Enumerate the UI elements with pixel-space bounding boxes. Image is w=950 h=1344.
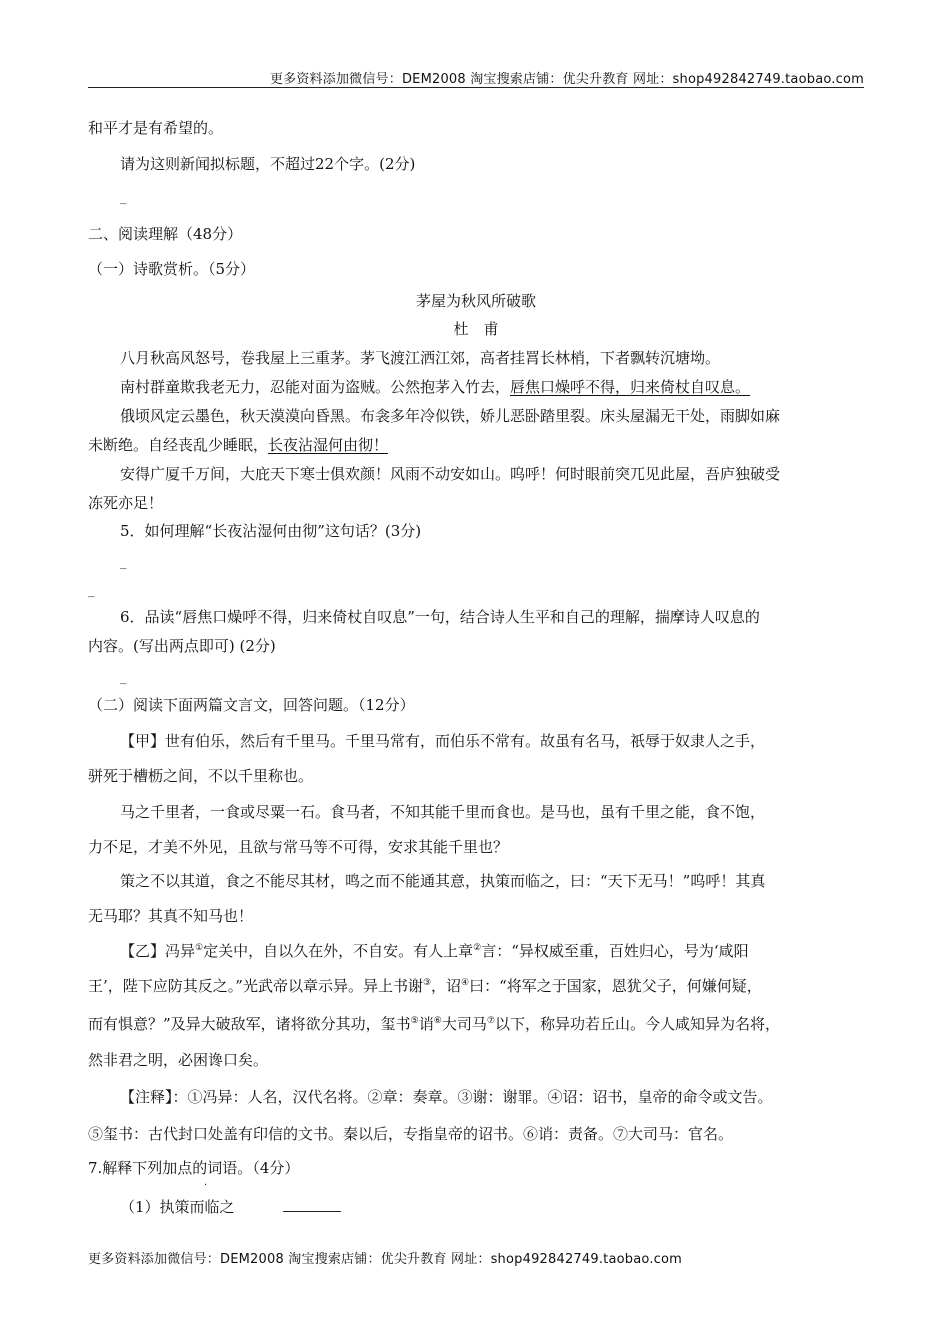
underlined-text: 唇焦口燥呼不得，归来倚杖自叹息。 <box>510 378 751 396</box>
answer-blank[interactable] <box>283 1197 341 1212</box>
footnote-mark: ④ <box>461 978 470 988</box>
passage-line <box>88 1014 780 1034</box>
question-text: （1）执策而临之 <box>120 1198 235 1216</box>
subsection-title: （一）诗歌赏析。（5分） <box>88 260 256 278</box>
passage-line: 力不足，才美不外见，且欲与常马等不可得，安求其能千里也？ <box>88 838 509 856</box>
question-7-item <box>120 1197 341 1217</box>
footnote-mark: ① <box>195 943 204 953</box>
annotation-line: 【注释】：①冯异：人名，汉代名将。②章：奏章。③谢：谢罪。④诏：诏书，皇帝的命令或文告。 <box>120 1088 773 1106</box>
passage-text: ，诏 <box>431 977 462 995</box>
passage-text: 而有惧意？”及异大破敌军，诸将欲分其功，玺书 <box>88 1015 411 1033</box>
question-6: 内容。(写出两点即可) (2分) <box>88 637 276 655</box>
footnote-mark: ⑦ <box>486 1016 495 1026</box>
annotation-line: ⑤玺书：古代封口处盖有印信的文书。秦以后，专指皇帝的诏书。⑥诮：责备。⑦大司马：官名。 <box>88 1125 734 1143</box>
passage-line: 马之千里者，一食或尽粟一石。食马者，不知其能千里而食也。是马也，虽有千里之能，食不饱， <box>120 803 766 821</box>
text-line: 和平才是有希望的。 <box>88 119 224 137</box>
footnote-mark: ② <box>473 943 482 953</box>
answer-blank: _ <box>88 583 95 598</box>
question-5: 5．如何理解“长夜沾湿何由彻”这句话？(3分) <box>120 522 422 540</box>
section-title: 二、阅读理解（48分） <box>88 225 243 243</box>
passage-text: 言：“异权威至重，百姓归心，号为‘咸阳 <box>481 942 749 960</box>
page-header: 更多资料添加微信号：DEM2008 淘宝搜索店铺：优尖升教育 网址：shop492842749.taobao.com <box>269 72 864 87</box>
answer-blank: _ <box>120 555 127 570</box>
passage-text: 定关中，自以久在外，不自安。有人上章 <box>203 942 474 960</box>
footnote-mark: ③ <box>422 978 432 988</box>
question-6: 6．品读“唇焦口燥呼不得，归来倚杖自叹息”一句，结合诗人生平和自己的理解，揣摩诗人叹息的 <box>120 608 760 626</box>
poem-text: 未断绝。自经丧乱少睡眠， <box>88 436 269 454</box>
poem-text: 南村群童欺我老无力，忍能对面为盗贼。公然抱茅入竹去， <box>120 378 511 396</box>
question-7: 7.解释下列加点的词语。（4分） <box>88 1159 300 1177</box>
answer-blank: _ <box>120 190 127 205</box>
poem-line: 冻死亦足！ <box>88 494 164 512</box>
poem-line <box>120 377 750 397</box>
passage-line: 【甲】世有伯乐，然后有千里马。千里马常有，而伯乐不常有。故虽有名马，祇辱于奴隶人之手， <box>120 732 766 750</box>
passage-line <box>120 941 749 961</box>
passage-line: 骈死于槽枥之间，不以千里称也。 <box>88 767 314 785</box>
poem-author: 杜 甫 <box>453 320 499 338</box>
emphasis-dot: · <box>204 1180 208 1191</box>
subsection-title: （二）阅读下面两篇文言文，回答问题。（12分） <box>88 696 415 714</box>
passage-line: 然非君之明，必困谗口矣。 <box>88 1051 269 1069</box>
underlined-text: 长夜沾湿何由彻！ <box>268 436 389 454</box>
header-rule <box>88 87 864 88</box>
passage-line <box>88 976 762 996</box>
answer-blank: _ <box>120 670 127 685</box>
poem-line <box>88 435 388 455</box>
passage-text: 诮 <box>418 1015 434 1033</box>
passage-text: 【乙】冯异 <box>120 942 196 960</box>
poem-line: 八月秋高风怒号，卷我屋上三重茅。茅飞渡江洒江郊，高者挂罥长林梢，下者飘转沉塘坳。 <box>120 349 721 367</box>
poem-title: 茅屋为秋风所破歌 <box>415 292 536 310</box>
passage-text: 王’，陛下应防其反之。”光武帝以章示异。异上书谢 <box>88 977 423 995</box>
poem-line: 俄顷风定云墨色，秋天漠漠向昏黑。布衾多年冷似铁，娇儿恶卧踏里裂。床头屋漏无干处，雨脚如麻 <box>120 407 781 425</box>
passage-text: 大司马 <box>441 1015 487 1033</box>
question-title: 请为这则新闻拟标题，不超过22个字。(2分) <box>120 155 416 173</box>
passage-text: 曰：“将军之于国家，恩犹父子，何嫌何疑， <box>469 977 762 995</box>
page-footer: 更多资料添加微信号：DEM2008 淘宝搜索店铺：优尖升教育 网址：shop492842749.taobao.com <box>88 1252 683 1267</box>
passage-text: 以下，称异功若丘山。今人咸知异为名将， <box>494 1015 780 1033</box>
passage-line: 策之不以其道，食之不能尽其材，鸣之而不能通其意，执策而临之，曰：“天下无马！”呜呼！其真 <box>120 872 766 890</box>
poem-line: 安得广厦千万间，大庇天下寒士俱欢颜！风雨不动安如山。呜呼！何时眼前突兀见此屋，吾庐独破受 <box>120 465 781 483</box>
footnote-mark: ⑤ <box>410 1016 419 1026</box>
footnote-mark: ⑥ <box>433 1016 442 1026</box>
passage-line: 无马耶？其真不知马也！ <box>88 907 254 925</box>
